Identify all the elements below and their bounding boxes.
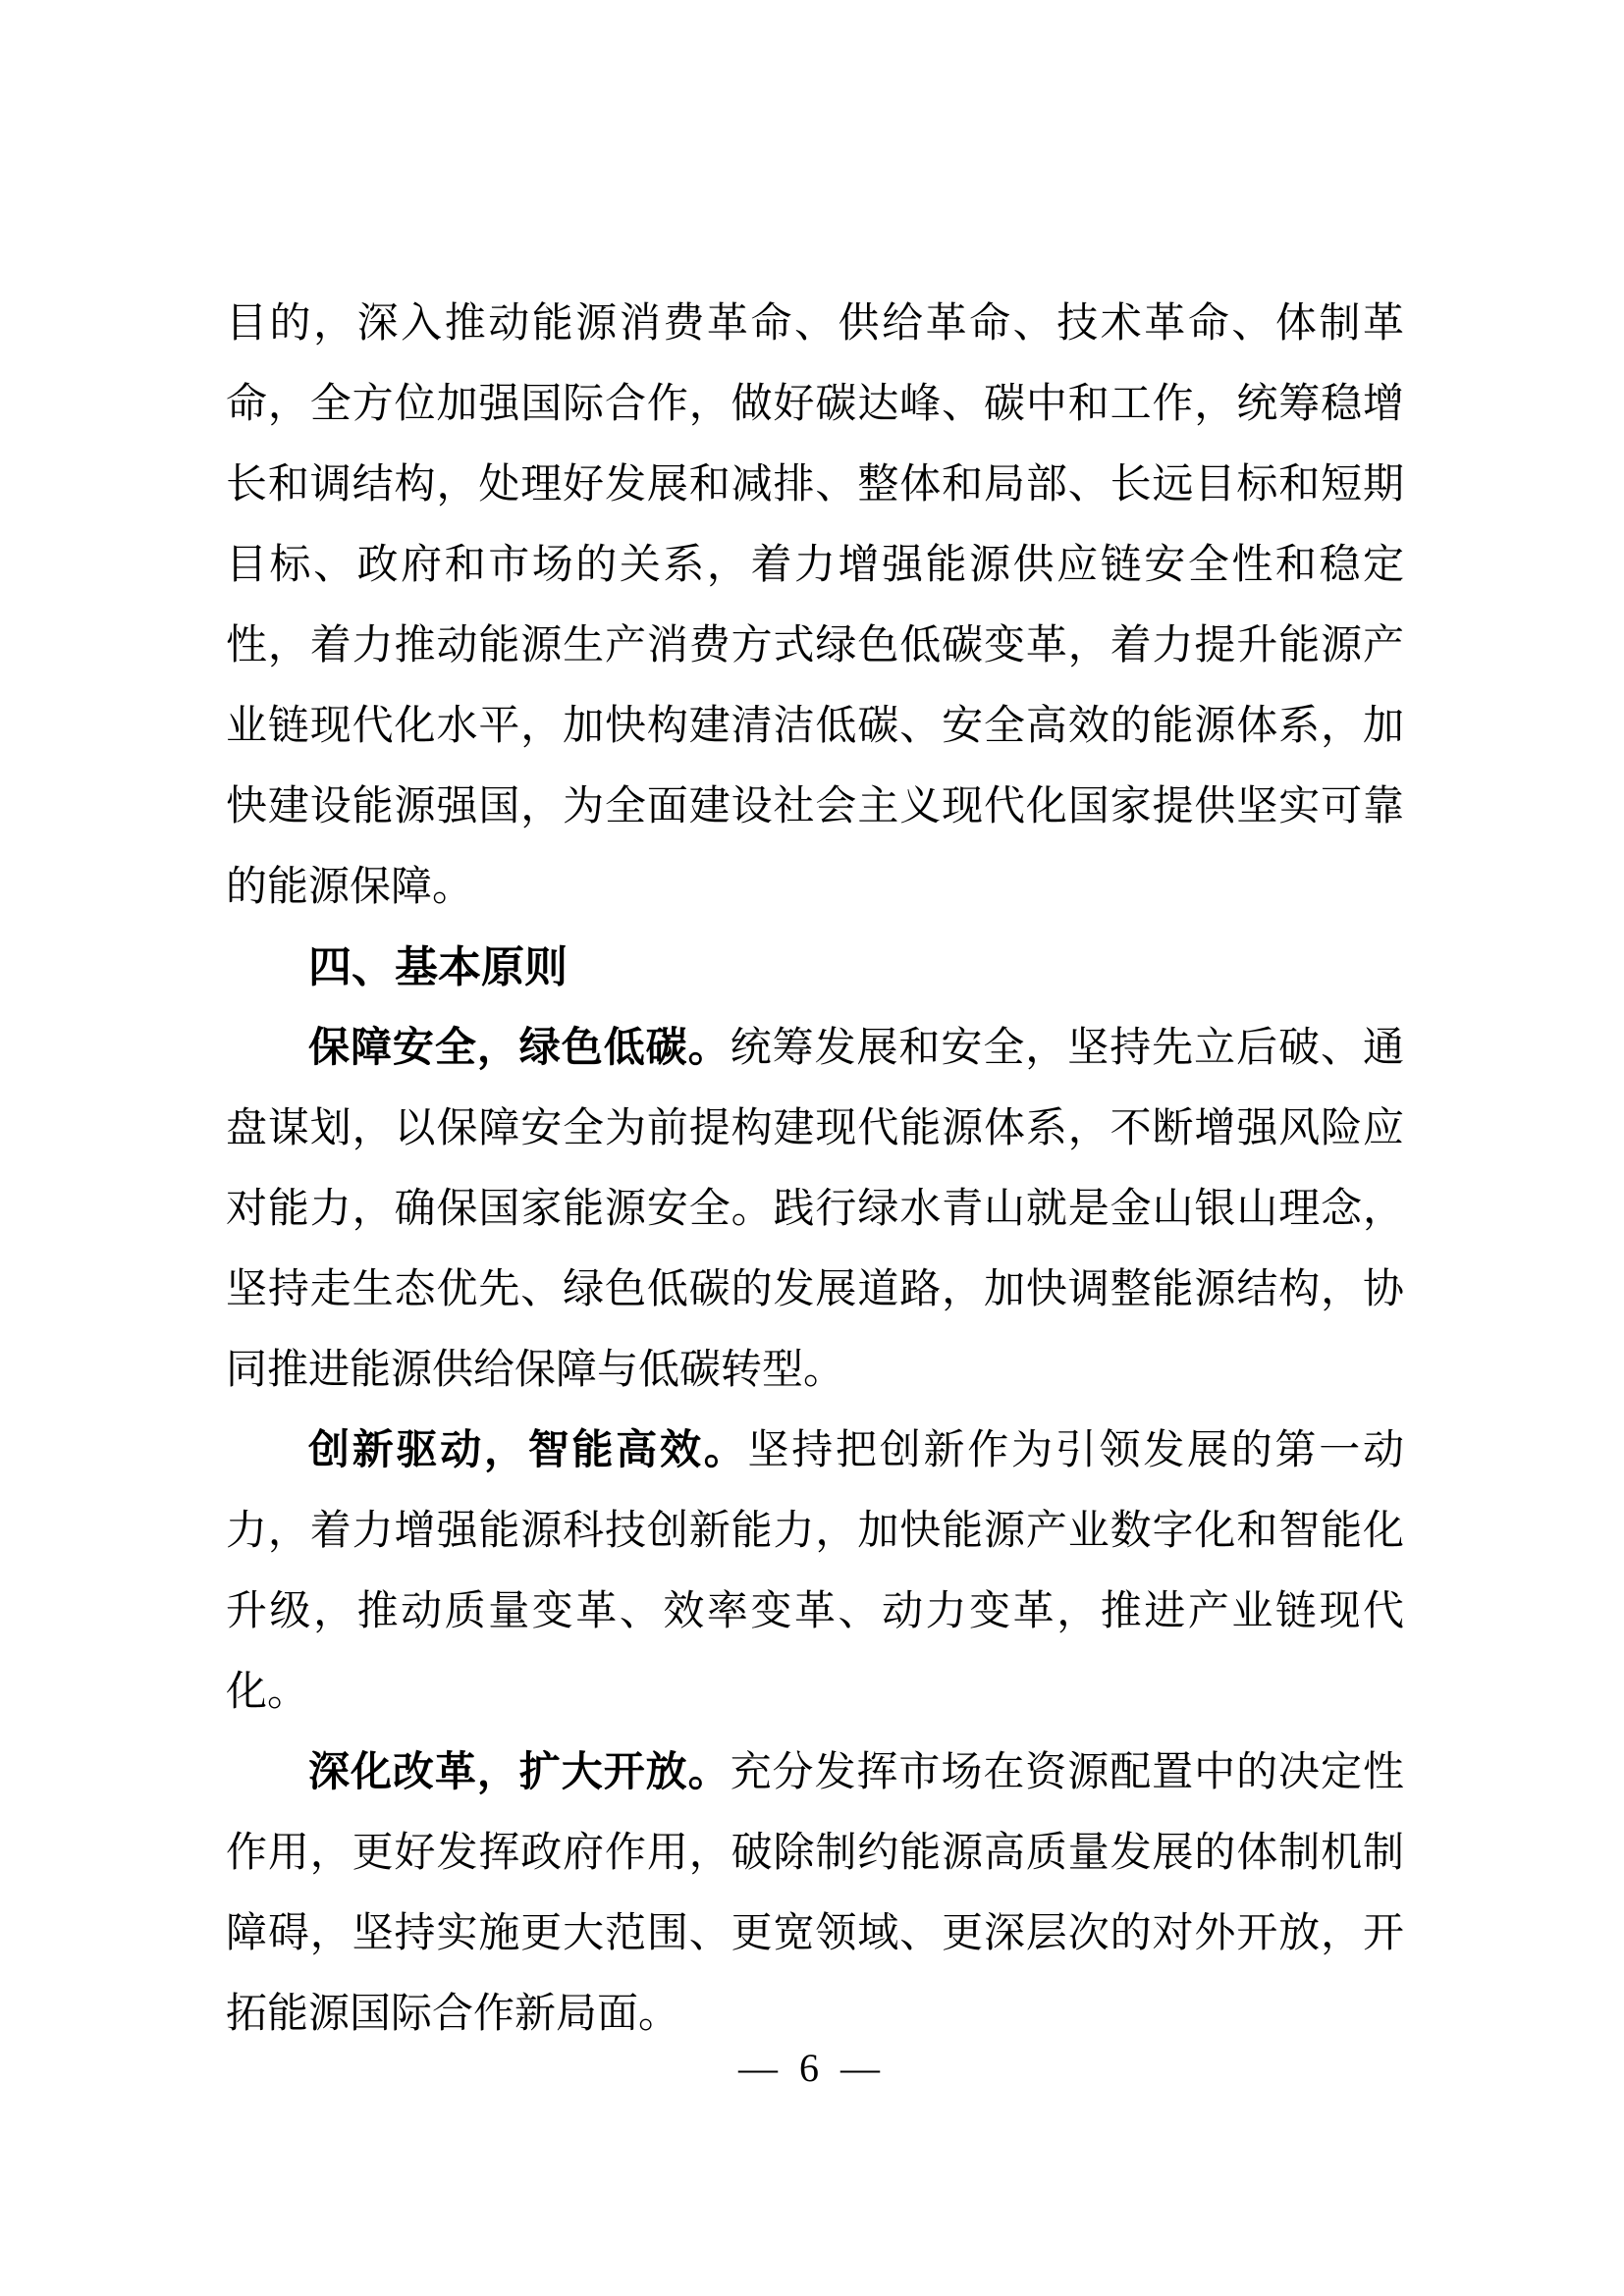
paragraph-line: 快建设能源强国，为全面建设社会主义现代化国家提供坚实可靠 <box>226 784 1404 829</box>
paragraph-line: 力，着力增强能源科技创新能力，加快能源产业数字化和智能化 <box>226 1509 1404 1554</box>
paragraph-line: 业链现代化水平，加快构建清洁低碳、安全高效的能源体系，加 <box>226 704 1404 749</box>
paragraph-line: 性，着力推动能源生产消费方式绿色低碳变革，着力提升能源产 <box>226 623 1404 668</box>
paragraph-last-line: 化。 <box>226 1670 309 1715</box>
paragraph-line: 盘谋划，以保障安全为前提构建现代能源体系，不断增强风险应 <box>226 1106 1404 1151</box>
paragraph-line: 目标、政府和市场的关系，着力增强能源供应链安全性和稳定 <box>226 543 1404 588</box>
paragraph-line: 命，全方位加强国际合作，做好碳达峰、碳中和工作，统筹稳增 <box>226 382 1404 427</box>
page-number: — 6 — <box>738 2046 886 2090</box>
paragraph-text: 充分发挥市场在资源配置中的决定性 <box>730 1750 1404 1795</box>
paragraph-line: 目的，深入推动能源消费革命、供给革命、技术革命、体制革 <box>226 301 1404 347</box>
paragraph-lead-text: 深化改革，扩大开放。 <box>308 1750 731 1795</box>
paragraph-last-line: 拓能源国际合作新局面。 <box>226 1992 680 2037</box>
paragraph-lead-text: 创新驱动，智能高效。 <box>308 1428 748 1473</box>
paragraph-line: 坚持走生态优先、绿色低碳的发展道路，加快调整能源结构，协 <box>226 1267 1404 1312</box>
paragraph-lead-text: 保障安全，绿色低碳。 <box>308 1026 731 1071</box>
paragraph-last-line: 的能源保障。 <box>226 865 474 910</box>
paragraph-last-line: 同推进能源供给保障与低碳转型。 <box>226 1348 845 1393</box>
document-body <box>226 284 1404 2055</box>
paragraph-first-line <box>226 1733 1404 1813</box>
paragraph-line: 障碍，坚持实施更大范围、更宽领域、更深层次的对外开放，开 <box>226 1911 1404 1956</box>
section-heading: 四、基本原则 <box>308 943 568 991</box>
paragraph-line: 长和调结构，处理好发展和减排、整体和局部、长远目标和短期 <box>226 462 1404 507</box>
paragraph-line: 作用，更好发挥政府作用，破除制约能源高质量发展的体制机制 <box>226 1831 1404 1876</box>
paragraph-line: 升级，推动质量变革、效率变革、动力变革，推进产业链现代 <box>226 1589 1404 1634</box>
paragraph-text: 统筹发展和安全，坚持先立后破、通 <box>730 1026 1404 1071</box>
paragraph-line: 对能力，确保国家能源安全。践行绿水青山就是金山银山理念， <box>226 1187 1404 1232</box>
paragraph-first-line <box>226 1008 1404 1089</box>
paragraph-text: 坚持把创新作为引领发展的第一动 <box>747 1428 1404 1473</box>
paragraph-first-line <box>226 1411 1404 1491</box>
